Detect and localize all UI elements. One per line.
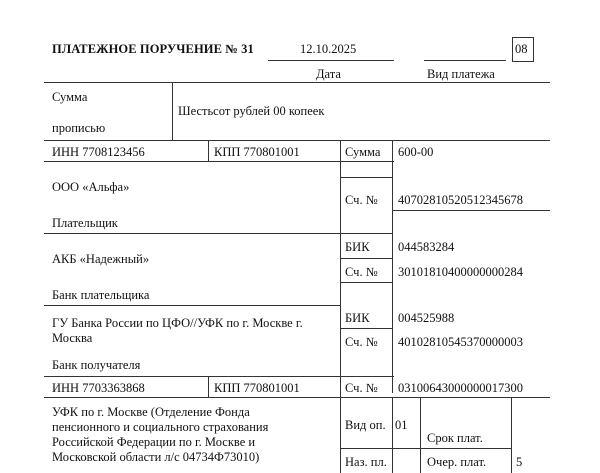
payer-bank-account-label: Сч. №	[345, 265, 378, 279]
sum-value: 600-00	[398, 145, 434, 159]
term-label: Срок плат.	[427, 431, 483, 445]
payee-inn: ИНН 7703363868	[52, 381, 145, 395]
payee-bank-role-label: Банк получателя	[52, 358, 141, 372]
payer-bank-account-bottom-line	[340, 282, 393, 283]
payer-account-right-line	[392, 210, 550, 211]
payee-account: 03100643000000017300	[398, 381, 523, 395]
payer-kpp: КПП 770801001	[214, 145, 300, 159]
payee-bank-account-label: Сч. №	[345, 335, 378, 349]
payer-bank-bik-bottom-line	[340, 258, 393, 259]
payer-bottom-line	[44, 233, 341, 234]
inn-row-top-line	[44, 140, 550, 141]
date-underline	[268, 60, 394, 61]
payment-kind-underline	[424, 60, 506, 61]
payee-inn-kpp-divider	[208, 376, 209, 397]
payee-bank-name-line-2: Москва	[52, 331, 93, 345]
payer-inn: ИНН 7708123456	[52, 145, 145, 159]
payer-bank-bik-label: БИК	[345, 240, 370, 254]
main-column-divider	[340, 140, 341, 473]
payee-name-line-3: Российской Федерации по г. Москве и	[52, 435, 256, 449]
payee-name-line-2: пенсионного и социального страхования	[52, 420, 269, 434]
payer-bank-role-label: Банк плательщика	[52, 288, 150, 302]
purpose-label: Наз. пл.	[345, 455, 387, 469]
payee-kpp: КПП 770801001	[214, 381, 300, 395]
op-type-label: Вид оп.	[345, 418, 386, 432]
priority-value: 5	[516, 455, 523, 469]
payee-bank-account: 40102810545370000003	[398, 335, 523, 349]
payee-inn-row-top-line	[44, 376, 394, 377]
payer-bank-bik: 044583284	[398, 240, 455, 254]
payment-kind-label: Вид платежа	[427, 67, 495, 81]
payer-account-label: Сч. №	[345, 193, 378, 207]
amount-words-value: Шестьсот рублей 00 копеек	[178, 104, 325, 118]
inn-row-bottom-line	[44, 161, 394, 162]
payee-name-line-4: Московской области л/с 04734Ф73010)	[52, 450, 260, 464]
payer-bank-name: АКБ «Надежный»	[52, 252, 150, 266]
payee-bank-bik-label: БИК	[345, 311, 370, 325]
payee-bank-name-line-1: ГУ Банка России по ЦФО//УФК по г. Москве г.	[52, 316, 303, 330]
date-label: Дата	[316, 67, 341, 81]
payee-inn-row-bottom-line	[44, 397, 550, 398]
term-value-divider	[511, 397, 512, 473]
op-type-divider	[392, 397, 393, 473]
priority-top-line	[420, 448, 512, 449]
priority-label: Очер. плат.	[427, 455, 487, 469]
payee-bank-bik-bottom-line	[340, 328, 393, 329]
payer-bank-bik-top-line	[340, 233, 393, 234]
payee-bank-bik: 004525988	[398, 311, 455, 325]
purpose-top-line	[340, 448, 421, 449]
op-type-value: 01	[395, 418, 408, 432]
amount-words-top-line	[44, 82, 550, 83]
payer-name: ООО «Альфа»	[52, 180, 130, 194]
payee-name-line-1: УФК по г. Москве (Отделение Фонда	[52, 405, 250, 419]
payer-account-top-line	[340, 177, 393, 178]
form-code: 08	[515, 42, 528, 56]
amount-words-label-1: Сумма	[52, 90, 88, 104]
payer-bank-account: 30101810400000000284	[398, 265, 523, 279]
payer-bank-bottom-line	[44, 305, 341, 306]
payer-role-label: Плательщик	[52, 216, 118, 230]
payer-inn-kpp-divider	[208, 140, 209, 161]
document-date: 12.10.2025	[300, 42, 357, 56]
sum-label: Сумма	[345, 145, 381, 159]
payee-account-label: Сч. №	[345, 381, 378, 395]
amount-words-label-2: прописью	[52, 121, 106, 135]
payer-account: 40702810520512345678	[398, 193, 523, 207]
term-column-divider	[420, 397, 421, 473]
amount-words-divider	[172, 82, 173, 140]
document-title: ПЛАТЕЖНОЕ ПОРУЧЕНИЕ № 31	[52, 42, 254, 56]
